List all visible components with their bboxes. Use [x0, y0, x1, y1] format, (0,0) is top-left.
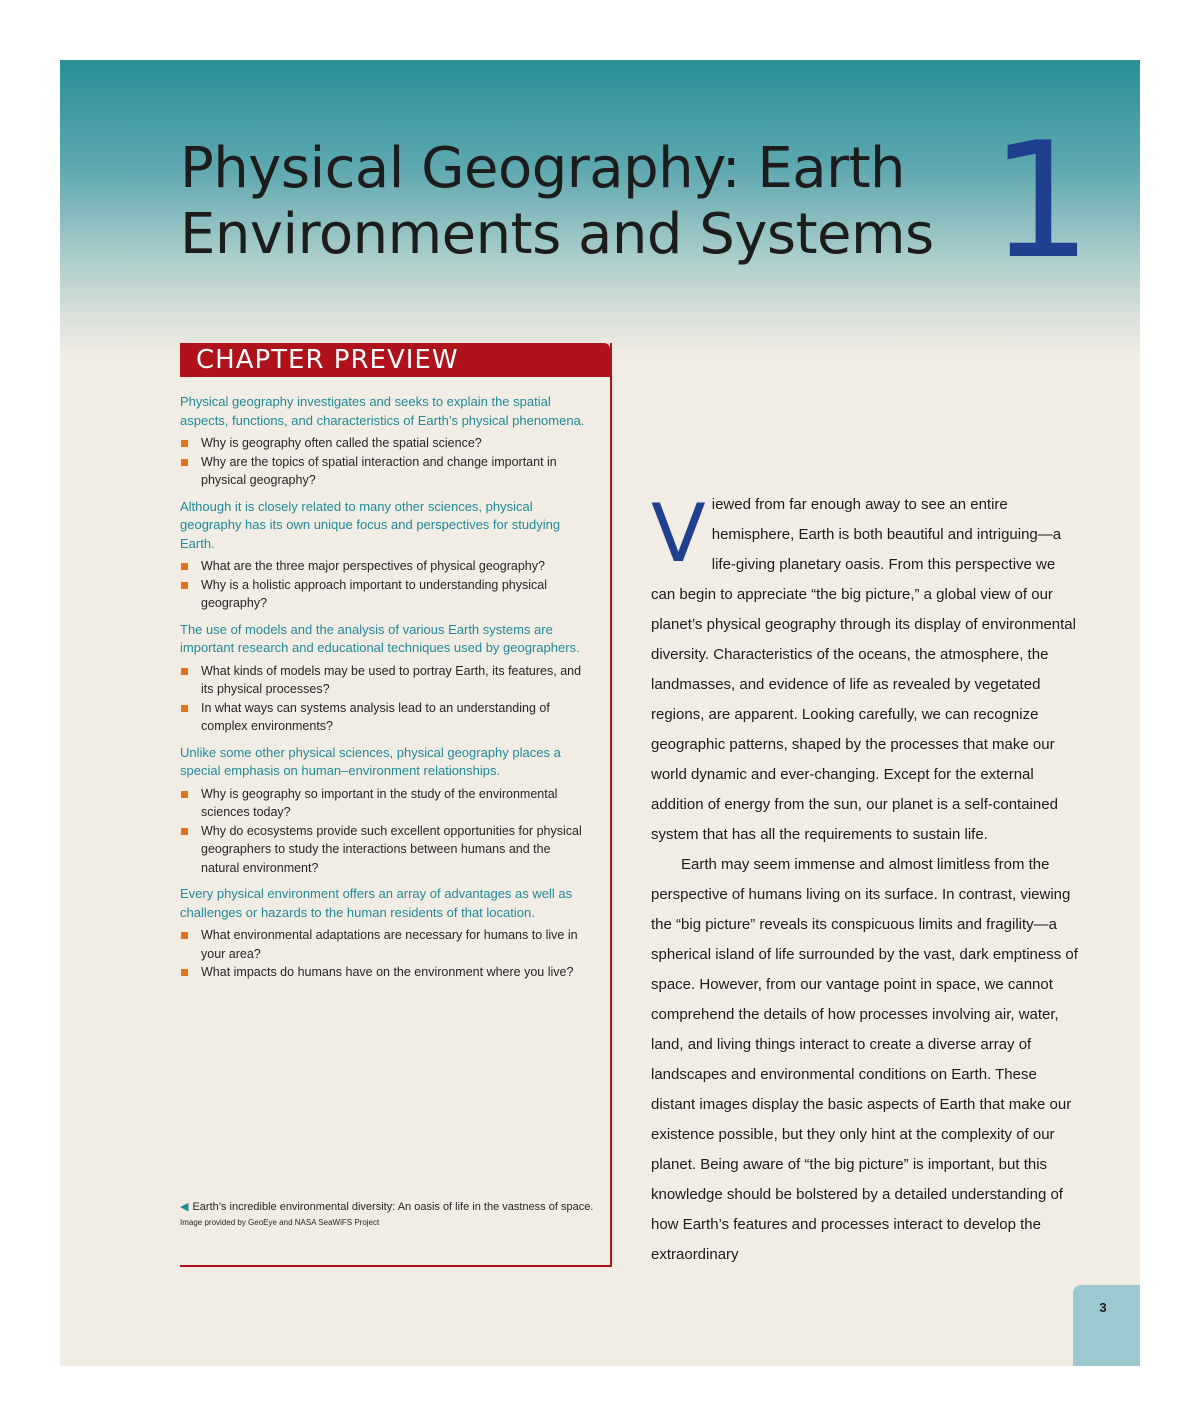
chapter-number: 1 [990, 107, 1092, 294]
book-page [60, 60, 1140, 1366]
square-bullet-icon [181, 969, 188, 976]
question-item [180, 699, 590, 736]
preview-section [180, 744, 590, 878]
chapter-preview-box [180, 343, 612, 1267]
question-text: Why is geography so important in the study of the environmental sciences today? [201, 786, 558, 819]
question-text: Why is geography often called the spatial science? [201, 436, 482, 450]
question-item [180, 576, 590, 613]
question-text: What are the three major perspectives of physical geography? [201, 559, 545, 573]
question-item [180, 963, 590, 982]
preview-lead: Unlike some other physical sciences, physical geography places a special emphasis on human–environment relationships. [180, 744, 561, 778]
square-bullet-icon [181, 932, 188, 939]
preview-section [180, 393, 590, 490]
square-bullet-icon [181, 791, 188, 798]
body-paragraph-1 [651, 487, 1081, 850]
question-item [180, 434, 590, 453]
chapter-preview-header [180, 343, 610, 377]
question-text: In what ways can systems analysis lead to an understanding of complex environments? [201, 700, 550, 733]
image-credit: Image provided by GeoEye and NASA SeaWiFS Project [180, 1218, 380, 1227]
chapter-title-line-1: Physical Geography: Earth [180, 136, 906, 201]
square-bullet-icon [181, 459, 188, 466]
preview-lead: The use of models and the analysis of various Earth systems are important research and educational techniques used by geographers. [180, 621, 580, 655]
chapter-preview-body [180, 393, 590, 990]
preview-lead: Every physical environment offers an array of advantages as well as challenges or hazards to the human residents of that location. [180, 886, 573, 920]
square-bullet-icon [181, 828, 188, 835]
body-paragraph-2: Earth may seem immense and almost limitless from the perspective of humans living on its surface. In contrast, viewing the “big picture” reveals its conspicuous limits and fragility—a spherical island of life surrounded by the vast, dark emptiness of space. However, from our vantage point in space, we cannot comprehend the details of how processes involving air, water, land, and living things interact to create a diverse array of landscapes and environmental conditions on Earth. These distant images display the basic aspects of Earth that make our existence possible, but they only hint at the complexity of our planet. Being aware of “the big picture” is important, but this knowledge should be bolstered by a detailed understanding of how Earth’s features and processes interact to develop the extraordinary [651, 856, 1078, 1263]
question-text: What impacts do humans have on the environment where you live? [201, 965, 574, 979]
question-list [180, 785, 590, 878]
question-list [180, 662, 590, 736]
drop-cap: V [651, 487, 706, 580]
body-paragraph-1-text: iewed from far enough away to see an entire hemisphere, Earth is both beautiful and intriguing—a life-giving planetary oasis. From this perspective we can begin to appreciate “the big picture,” a global view of our planet’s physical geography through its display of environmental diversity. Characteristics of the oceans, the atmosphere, the landmasses, and evidence of life as revealed by vegetated regions, are apparent. Looking carefully, we can recognize geographic patterns, shaped by the processes that make our world dynamic and ever-changing. Except for the external addition of energy from the sun, our planet is a self-contained system that has all the requirements to sustain life. [651, 496, 1076, 843]
image-caption [180, 1199, 600, 1229]
preview-section [180, 885, 590, 982]
square-bullet-icon [181, 563, 188, 570]
preview-lead: Physical geography investigates and seeks to explain the spatial aspects, functions, and characteristics of Earth’s physical phenomena. [180, 394, 585, 428]
chapter-title [180, 136, 940, 268]
square-bullet-icon [181, 668, 188, 675]
question-text: Why do ecosystems provide such excellent opportunities for physical geographers to study the interactions between humans and the natural environment? [201, 823, 582, 875]
question-text: Why are the topics of spatial interaction and change important in physical geography? [201, 454, 557, 487]
preview-lead: Although it is closely related to many other sciences, physical geography has its own unique focus and perspectives for studying Earth. [180, 498, 561, 551]
caption-arrow-icon: ◀ [180, 1201, 189, 1213]
chapter-title-line-2: Environments and Systems [180, 202, 934, 267]
question-item [180, 662, 590, 699]
question-list [180, 557, 590, 613]
chapter-preview-heading: CHAPTER PREVIEW [196, 345, 459, 375]
page-number: 3 [1099, 1300, 1107, 1315]
square-bullet-icon [181, 705, 188, 712]
question-item [180, 453, 590, 490]
question-item [180, 926, 590, 963]
caption-text [180, 1199, 600, 1215]
question-text: Why is a holistic approach important to understanding physical geography? [201, 577, 548, 610]
question-item [180, 822, 590, 878]
caption-body: Earth’s incredible environmental diversity: An oasis of life in the vastness of space. [192, 1201, 594, 1213]
question-text: What environmental adaptations are necessary for humans to live in your area? [201, 928, 578, 961]
question-text: What kinds of models may be used to portray Earth, its features, and its physical processes? [201, 663, 582, 696]
square-bullet-icon [181, 440, 188, 447]
question-item [180, 785, 590, 822]
square-bullet-icon [181, 582, 188, 589]
question-list [180, 434, 590, 490]
body-text [651, 487, 1081, 1270]
page-number-tab [1073, 1285, 1140, 1366]
preview-section [180, 621, 590, 736]
preview-section [180, 498, 590, 613]
question-item [180, 557, 590, 576]
question-list [180, 926, 590, 982]
